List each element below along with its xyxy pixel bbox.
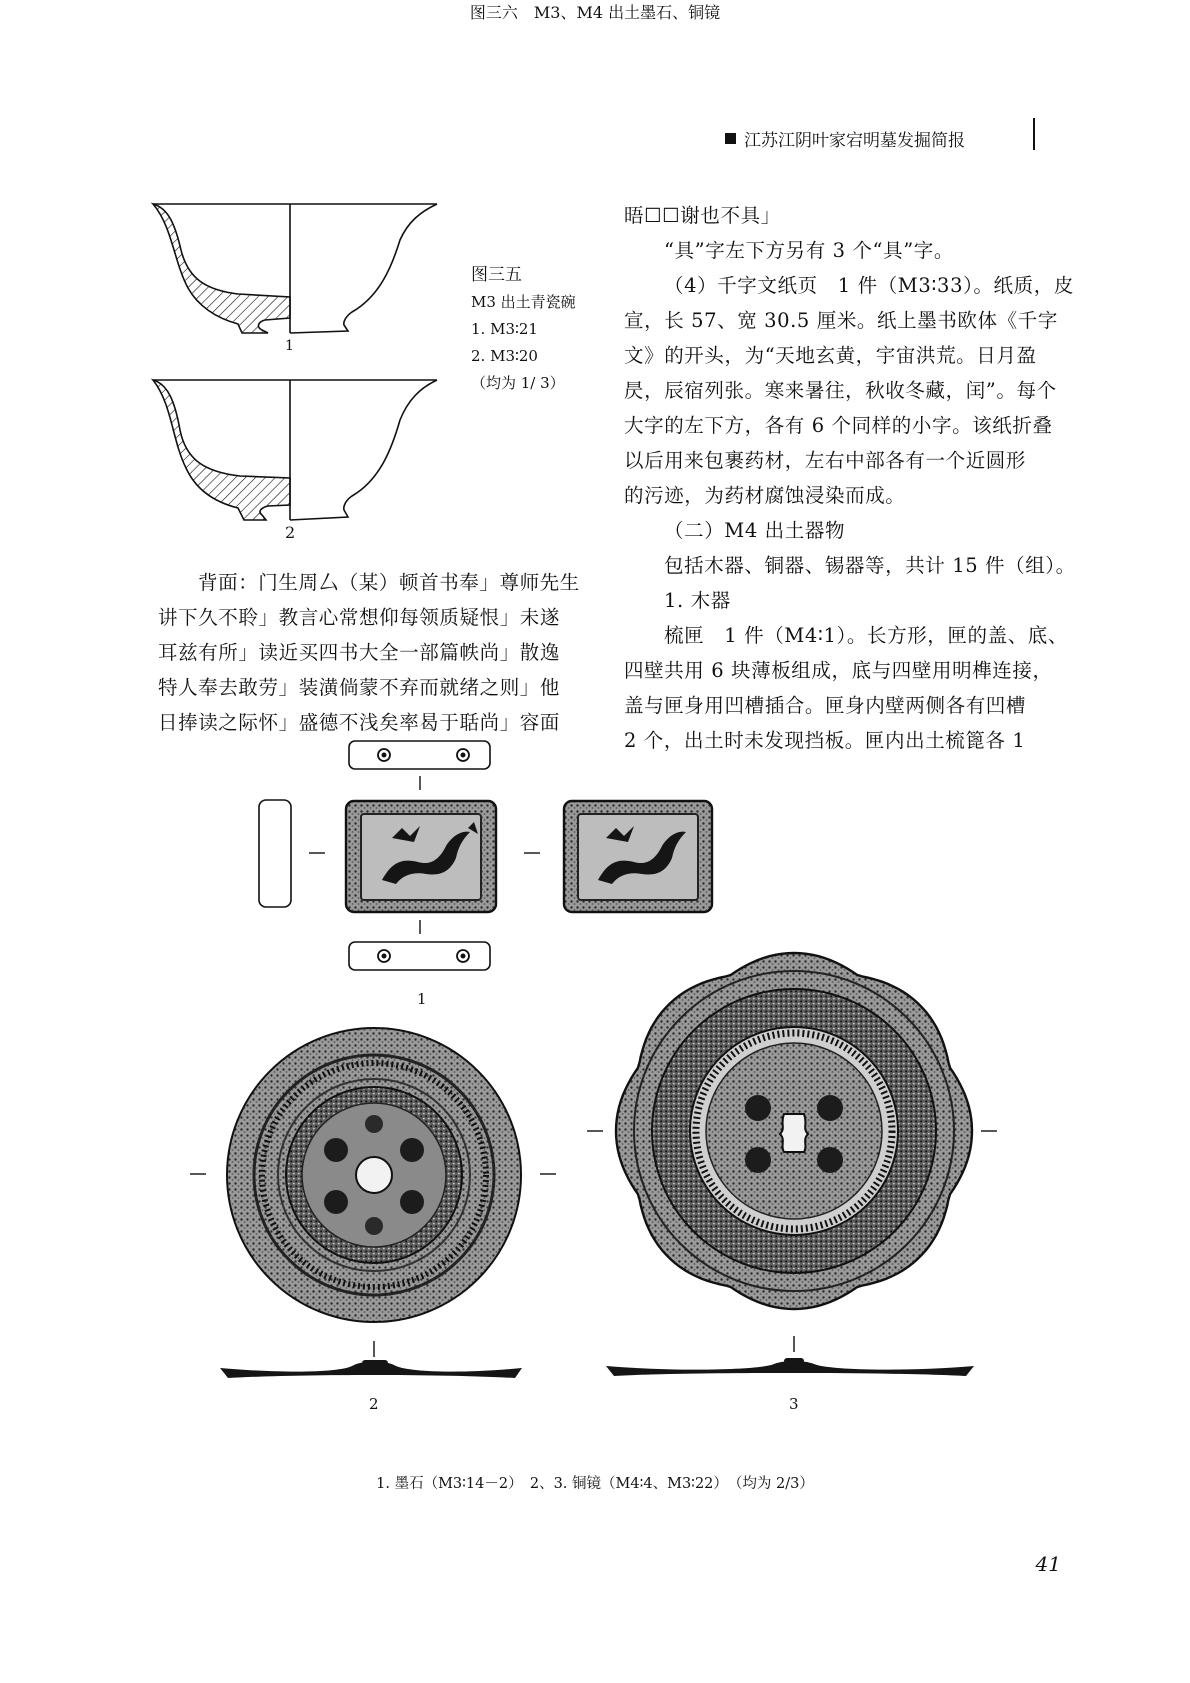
section-heading: （二）M4 出土器物 (664, 519, 846, 542)
left-line: 讲下久不聆」教言心常想仰每领质疑恨」未遂 (158, 606, 561, 629)
bowl-1-label: 1 (285, 338, 294, 354)
figure35-subtitle: M3 出土青瓷碗 (471, 293, 576, 311)
round-mirror-drawing (190, 1028, 556, 1378)
left-line: 背面：门生周厶（某）顿首书奉」尊师先生 (198, 571, 580, 594)
figure36-caption-title: 图三六 M3、M4 出土墨石、铜镜 (469, 3, 721, 22)
right-line: 包括木器、铜器、锡器等，共计 15 件（组）。 (664, 554, 1076, 577)
subsection-heading: 1. 木器 (664, 589, 731, 612)
figure36-caption-note: 1. 墨石（M3∶14－2） 2、3. 铜镜（M4∶4、M3∶22） （均为 2/3） (376, 1476, 814, 1492)
round-mirror-label: 2 (369, 1395, 379, 1413)
right-line: 2 个，出土时未发现挡板。匣内出土梳篦各 1 (624, 729, 1026, 752)
right-line: 晤☐☐谢也不具」 (624, 204, 781, 227)
right-line: 四壁共用 6 块薄板组成，底与四壁用明榫连接， (624, 659, 1053, 682)
page-number: 41 (1035, 1552, 1061, 1576)
figure35-item-1: 1. M3∶21 (471, 320, 538, 338)
right-line: 文》的开头，为“天地玄黄，宇宙洪荒。日月盈 (624, 344, 1037, 367)
inkstone-drawing (259, 741, 712, 970)
lobed-mirror-label: 3 (789, 1395, 799, 1413)
figure35-title: 图三五 (471, 265, 522, 285)
left-line: 耳兹有所」读近买四书大全一部篇帙尚」散逸 (158, 641, 561, 664)
left-line: 特人奉去敢劳」装潢倘蒙不弃而就绪之则」他 (158, 676, 561, 699)
right-line: 昃，辰宿列张。寒来暑往，秋收冬藏，闰”。每个 (624, 379, 1057, 402)
figure35-item-2: 2. M3∶20 (471, 347, 538, 365)
right-line: “具”字左下方另有 3 个“具”字。 (664, 239, 954, 262)
right-line: 大字的左下方，各有 6 个同样的小字。该纸折叠 (624, 414, 1053, 437)
inkstone-label: 1 (417, 990, 427, 1008)
lobed-mirror-drawing (587, 953, 997, 1376)
left-line: 日捧读之际怀」盛德不浅矣率曷于聒尚」容面 (158, 711, 561, 734)
right-line: （4）千字文纸页 1 件（M3∶33）。纸质，皮 (664, 274, 1074, 297)
bowl-2-label: 2 (285, 523, 296, 542)
figure35-scale: （均为 1/ 3） (471, 374, 565, 392)
right-line: 盖与匣身用凹槽插合。匣身内壁两侧各有凹槽 (624, 694, 1027, 717)
right-line: 的污迹，为药材腐蚀浸染而成。 (624, 484, 906, 507)
right-line: 梳匣 1 件（M4∶1）。长方形，匣的盖、底、 (664, 624, 1069, 647)
right-line: 以后用来包裹药材，左右中部各有一个近圆形 (624, 449, 1027, 472)
right-line: 宣，长 57、宽 30.5 厘米。纸上墨书欧体《千字 (624, 309, 1058, 332)
running-title: 江苏江阴叶家宕明墓发掘简报 (744, 131, 965, 151)
